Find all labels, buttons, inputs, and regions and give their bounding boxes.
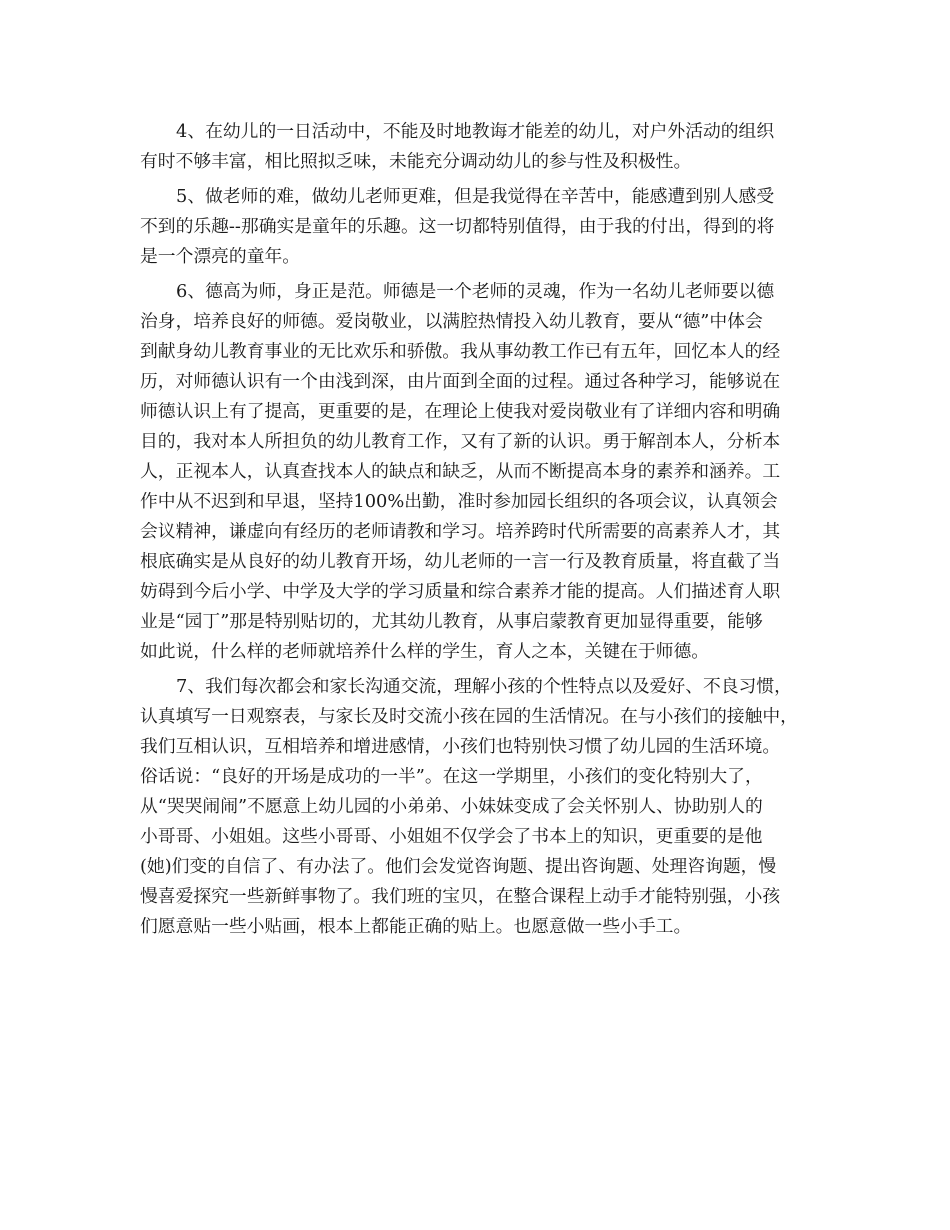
text-line: 治身，培养良好的师德。爱岗敬业，以满腔热情投入幼儿教育，要从“德”中体会 <box>140 311 763 332</box>
text-line: 5、做老师的难，做幼儿老师更难，但是我觉得在辛苦中，能感遭到别人感受 <box>176 186 775 207</box>
text-line: 7、我们每次都会和家长沟通交流，理解小孩的个性特点以及爱好、不良习惯， <box>176 676 792 697</box>
text-line: 慢喜爱探究一些新鲜事物了。我们班的宝贝，在整合课程上动手才能特别强，小孩 <box>140 886 781 907</box>
text-line: 有时不够丰富，相比照拟乏味，未能充分调动幼儿的参与性及积极性。 <box>140 151 692 172</box>
paragraph-5 <box>140 182 820 272</box>
paragraph-7 <box>140 672 820 942</box>
text-line: 作中从不迟到和早退，坚持100%出勤，准时参加园长组织的各项会议，认真领会 <box>140 491 778 512</box>
text-line: 如此说，什么样的老师就培养什么样的学生，育人之本，关键在于师德。 <box>140 641 710 662</box>
text-line: 师德认识上有了提高，更重要的是，在理论上使我对爱岗敬业有了详细内容和明确 <box>140 401 781 422</box>
text-line: 历，对师德认识有一个由浅到深，由片面到全面的过程。通过各种学习，能够说在 <box>140 371 781 392</box>
text-line: 业是“园丁”那是特别贴切的，尤其幼儿教育，从事启蒙教育更加显得重要，能够 <box>140 611 763 632</box>
paragraph-4 <box>140 117 820 177</box>
text-line: 从“哭哭闹闹”不愿意上幼儿园的小弟弟、小妹妹变成了会关怀别人、协助别人的 <box>140 796 763 817</box>
text-line: 小哥哥、小姐姐。这些小哥哥、小姐姐不仅学会了书本上的知识，更重要的是他 <box>140 826 763 847</box>
text-line: 目的，我对本人所担负的幼儿教育工作，又有了新的认识。勇于解剖本人，分析本 <box>140 431 781 452</box>
text-line: 4、在幼儿的一日活动中，不能及时地教诲才能差的幼儿，对户外活动的组织 <box>176 121 775 142</box>
text-line: 我们互相认识，互相培养和增进感情，小孩们也特别快习惯了幼儿园的生活环境。 <box>140 736 781 757</box>
text-line: 俗话说：“良好的开场是成功的一半”。在这一学期里，小孩们的变化特别大了， <box>140 766 763 787</box>
text-line: 到献身幼儿教育事业的无比欢乐和骄傲。我从事幼教工作已有五年，回忆本人的经 <box>140 341 781 362</box>
text-line: 会议精神，谦虚向有经历的老师请教和学习。培养跨时代所需要的高素养人才，其 <box>140 521 781 542</box>
paragraph-6 <box>140 277 820 667</box>
text-line: 人，正视本人，认真查找本人的缺点和缺乏，从而不断提高本身的素养和涵养。工 <box>140 461 781 482</box>
text-line: 们愿意贴一些小贴画，根本上都能正确的贴上。也愿意做一些小手工。 <box>140 916 692 937</box>
text-line: 妨碍到今后小学、中学及大学的学习质量和综合素养才能的提高。人们描述育人职 <box>140 581 781 602</box>
text-line: 6、德高为师，身正是范。师德是一个老师的灵魂，作为一名幼儿老师要以德 <box>176 281 775 302</box>
text-line: 是一个漂亮的童年。 <box>140 246 301 267</box>
text-line: 根底确实是从良好的幼儿教育开场，幼儿老师的一言一行及教育质量，将直截了当 <box>140 551 781 572</box>
text-line: 认真填写一日观察表，与家长及时交流小孩在园的生活情况。在与小孩们的接触中， <box>140 706 798 727</box>
text-line: (她)们变的自信了、有办法了。他们会发觉咨询题、提出咨询题、处理咨询题，慢 <box>140 856 777 877</box>
text-line: 不到的乐趣--那确实是童年的乐趣。这一切都特别值得，由于我的付出，得到的将 <box>140 216 775 237</box>
document-body <box>140 117 820 947</box>
